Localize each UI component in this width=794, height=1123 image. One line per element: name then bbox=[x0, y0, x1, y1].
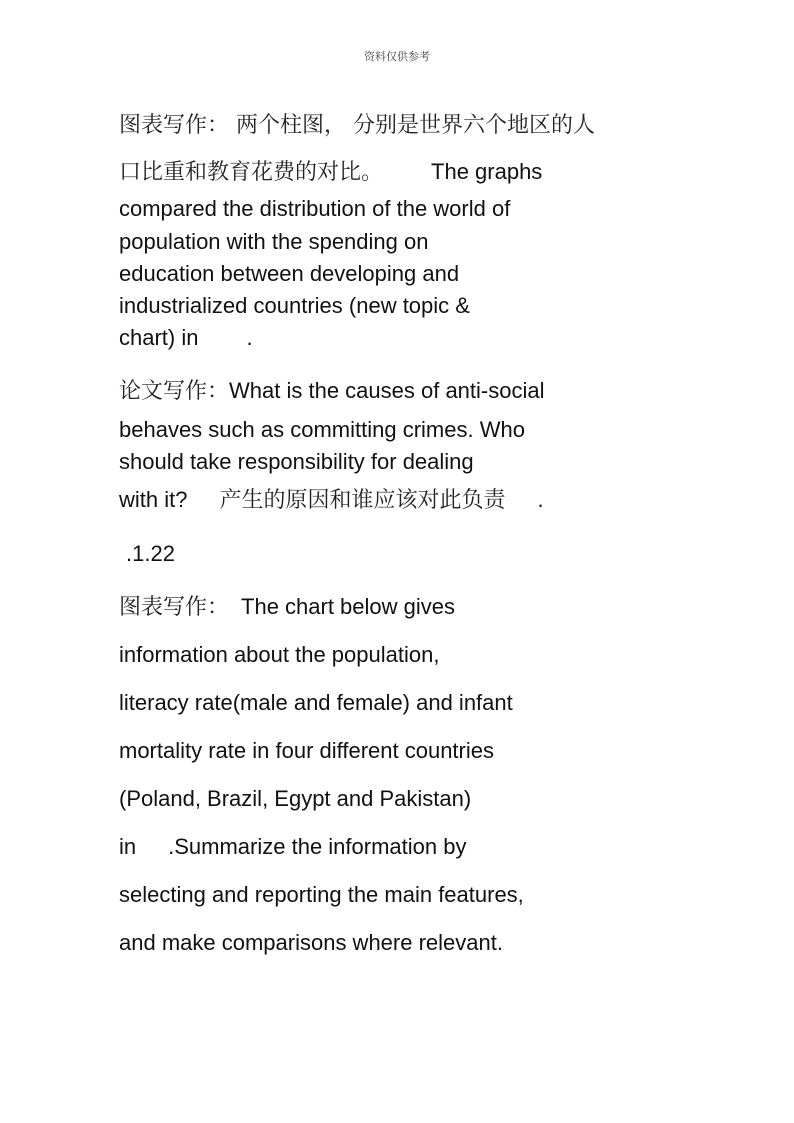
task1-period: . bbox=[246, 325, 253, 350]
task1-line-6: industrialized countries (new topic & bbox=[119, 293, 470, 318]
task2-line-2: behaves such as committing crimes. Who bbox=[119, 417, 525, 442]
task1-line-5: education between developing and bbox=[119, 261, 460, 286]
task1-line-3: compared the distribution of the world of bbox=[119, 196, 511, 221]
task2-text-4: with it? bbox=[119, 487, 188, 512]
task3-line-6 bbox=[119, 834, 466, 860]
task1-line-4: population with the spending on bbox=[119, 229, 429, 254]
task2-text-1: What is the causes of anti-social bbox=[229, 378, 545, 403]
task3-label: 图表写作： bbox=[119, 595, 230, 620]
task2-cn-note: 产生的原因和谁应该对此负责 bbox=[219, 488, 506, 513]
task2-line-1 bbox=[119, 378, 545, 405]
task2-label: 论文写作： bbox=[119, 379, 230, 404]
task3-line-5: (Poland, Brazil, Egypt and Pakistan) bbox=[119, 786, 472, 811]
task2-line-3: should take responsibility for dealing bbox=[119, 449, 474, 474]
task1-line-1 bbox=[119, 112, 595, 139]
task3-line-7: selecting and reporting the main features, bbox=[119, 882, 524, 907]
task1-line-2 bbox=[119, 159, 542, 186]
task1-title-cn-cont: 口比重和教育花费的对比。 bbox=[119, 160, 384, 185]
page-header: 资料仅供参考 bbox=[364, 50, 430, 63]
task3-text-in: in bbox=[119, 834, 137, 859]
task3-text-summarize: .Summarize the information by bbox=[168, 834, 467, 859]
task1-text-end: chart) in bbox=[119, 325, 199, 350]
task3-line-1 bbox=[119, 594, 455, 621]
task2-period: . bbox=[537, 487, 544, 512]
task3-line-4: mortality rate in four different countries bbox=[119, 738, 494, 763]
date-line: .1.22 bbox=[126, 541, 175, 566]
task3-line-2: information about the population, bbox=[119, 642, 440, 667]
task3-line-8: and make comparisons where relevant. bbox=[119, 930, 503, 955]
task3-text-1: The chart below gives bbox=[241, 594, 456, 619]
task1-text-start: The graphs bbox=[431, 159, 543, 184]
task1-line-7 bbox=[119, 325, 253, 351]
task3-line-3: literacy rate(male and female) and infant bbox=[119, 690, 513, 715]
task2-line-4 bbox=[119, 487, 544, 514]
task1-title-cn: 图表写作： 两个柱图， 分别是世界六个地区的人 bbox=[119, 113, 595, 138]
